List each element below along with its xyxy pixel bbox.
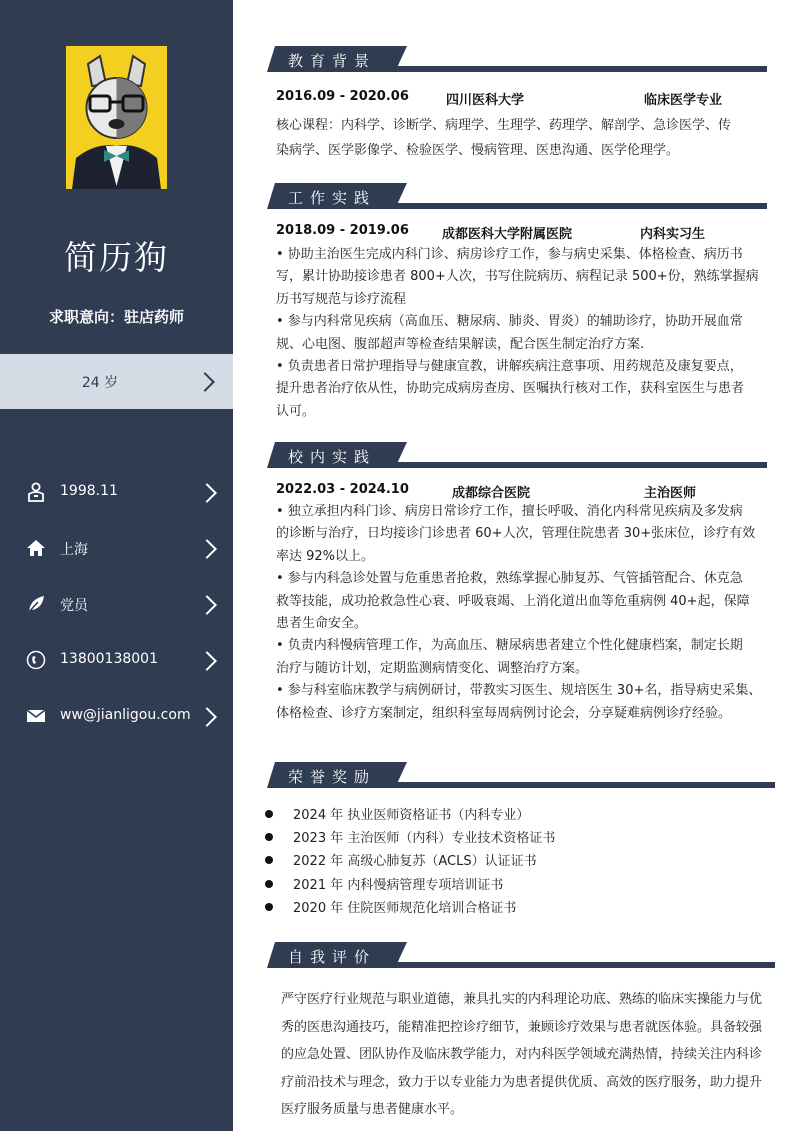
- campus-org: 成都综合医院: [452, 486, 531, 501]
- bullet-icon: [265, 880, 273, 888]
- home-icon: [26, 538, 46, 558]
- text-line: 患者生命安全。: [276, 616, 368, 632]
- work-period: 2018.09 - 2019.06: [276, 223, 409, 238]
- text-line: 率达 92%以上。: [276, 548, 375, 564]
- text-line: 体格检查、诊疗方案制定，组织科室每周病例讨论会，分享疑难病例诊疗经验。: [276, 705, 732, 721]
- work-details: [276, 244, 768, 423]
- campus-role: 主治医师: [644, 486, 697, 501]
- text-line: 秀的医患沟通技巧，能精准把控诊疗细节，兼顾诊疗效果与患者就医体验。具备较强: [281, 1019, 763, 1035]
- text-line: • 参与科室临床教学与病例研讨，带教实习医生、规培医生 30+名，指导病史采集、: [276, 683, 762, 699]
- text-line: 认可。: [276, 403, 316, 419]
- info-text: 党员: [60, 598, 88, 614]
- text-line: 染病学、医学影像学、检验医学、慢病管理、医患沟通、医学伦理学。: [276, 143, 680, 158]
- education-period: 2016.09 - 2020.06: [276, 89, 409, 104]
- avatar: [66, 46, 167, 189]
- section-title: 校内实践: [287, 448, 376, 466]
- honor-text: 2021 年 内科慢病管理专项培训证书: [293, 877, 504, 893]
- info-text: 13800138001: [60, 651, 158, 667]
- info-political[interactable]: [0, 589, 233, 619]
- chevron-right-icon: [197, 483, 217, 503]
- text-line: 的诊断与治疗，日均接诊门诊患者 60+人次，管理住院患者 30+张床位，诊疗有效: [276, 526, 756, 542]
- chevron-right-icon: [197, 651, 217, 671]
- bullet-icon: [265, 856, 273, 864]
- leaf-icon: [26, 594, 46, 614]
- education-major: 临床医学专业: [644, 93, 723, 108]
- chevron-right-icon: [197, 539, 217, 559]
- age-text: 24 岁: [81, 375, 119, 391]
- text-line: 疗前沿技术与理念，致力于以专业能力为患者提供优质、高效的医疗服务，助力提升: [281, 1074, 763, 1090]
- text-line: 写，累计协助接诊患者 800+人次，书写住院病历、病程记录 500+份，熟练掌握病: [276, 269, 759, 285]
- bullet-icon: [265, 903, 273, 911]
- text-line: 核心课程：内科学、诊断学、病理学、生理学、药理学、解剖学、急诊医学、传: [276, 118, 732, 133]
- section-title: 教育背景: [287, 52, 376, 70]
- section-title: 荣誉奖励: [287, 768, 376, 786]
- text-line: 规、心电图、腹部超声等检查结果解读，配合医生制定治疗方案.: [276, 336, 645, 352]
- honor-text: 2020 年 住院医师规范化培训合格证书: [293, 900, 517, 916]
- work-org: 成都医科大学附属医院: [442, 227, 573, 242]
- honor-text: 2023 年 主治医师（内科）专业技术资格证书: [293, 831, 556, 847]
- info-birthdate[interactable]: [0, 477, 233, 507]
- main-content: [233, 0, 800, 1131]
- info-email[interactable]: [0, 701, 233, 731]
- text-line: 救等技能，成功抢救急性心衰、呼吸衰竭、上消化道出血等危重病例 40+起，保障: [276, 593, 750, 609]
- info-location[interactable]: [0, 533, 233, 563]
- honor-text: 2022 年 高级心肺复苏（ACLS）认证证书: [293, 854, 537, 870]
- honor-text: 2024 年 执业医师资格证书（内科专业）: [293, 808, 530, 823]
- text-line: 提升患者治疗依从性，协助完成病房查房、医嘱执行核对工作，获科室医生与患者: [276, 381, 745, 397]
- text-line: 的应急处置、团队协作及临床教学能力，对内科医学领域充满热情，持续关注内科诊: [281, 1047, 763, 1063]
- info-text: 上海: [60, 542, 88, 558]
- user-icon: [26, 482, 46, 502]
- text-line: • 负责患者日常护理指导与健康宣教，讲解疾病注意事项、用药规范及康复要点，: [276, 359, 743, 375]
- education-school: 四川医科大学: [446, 93, 525, 108]
- text-line: • 独立承担内科门诊、病房日常诊疗工作，擅长呼吸、消化内科常见疾病及多发病: [276, 504, 743, 519]
- text-line: 医疗服务质量与患者健康水平。: [281, 1102, 464, 1118]
- text-line: • 参与内科常见疾病（高血压、糖尿病、肺炎、胃炎）的辅助诊疗，协助开展血常: [276, 314, 743, 330]
- self-eval-text: [281, 986, 775, 1124]
- text-line: 治疗与随访计划，定期监测病情变化、调整治疗方案。: [276, 660, 589, 676]
- info-text: 1998.11: [60, 483, 118, 499]
- mail-icon: [26, 706, 46, 726]
- text-line: • 参与内科急诊处置与危重患者抢救，熟练掌握心肺复苏、气管插管配合、休克急: [276, 571, 743, 587]
- text-line: • 负责内科慢病管理工作，为高血压、糖尿病患者建立个性化健康档案，制定长期: [276, 638, 743, 654]
- job-intent: 求职意向：驻店药师: [48, 308, 184, 326]
- section-title: 工作实践: [287, 189, 376, 207]
- age-bar[interactable]: [0, 354, 233, 409]
- text-line: • 协助主治医生完成内科门诊、病房诊疗工作，参与病史采集、体格检查、病历书: [276, 247, 743, 262]
- text-line: 严守医疗行业规范与职业道德，兼具扎实的内科理论功底、熟练的临床实操能力与优: [281, 992, 763, 1007]
- section-title: 自我评价: [287, 948, 376, 966]
- campus-period: 2022.03 - 2024.10: [276, 482, 409, 497]
- education-courses: [276, 113, 768, 163]
- chevron-right-icon: [197, 707, 217, 727]
- text-line: 历书写规范与诊疗流程: [276, 291, 407, 307]
- info-text: ww@jianligou.com: [60, 707, 191, 723]
- bullet-icon: [265, 810, 273, 818]
- campus-details: [276, 501, 768, 725]
- work-role: 内科实习生: [640, 227, 706, 242]
- candidate-name: 简历狗: [64, 238, 169, 277]
- info-phone[interactable]: [0, 645, 233, 675]
- sidebar: [0, 0, 233, 1131]
- chevron-right-icon: [197, 595, 217, 615]
- phone-icon: [26, 650, 46, 670]
- bullet-icon: [265, 833, 273, 841]
